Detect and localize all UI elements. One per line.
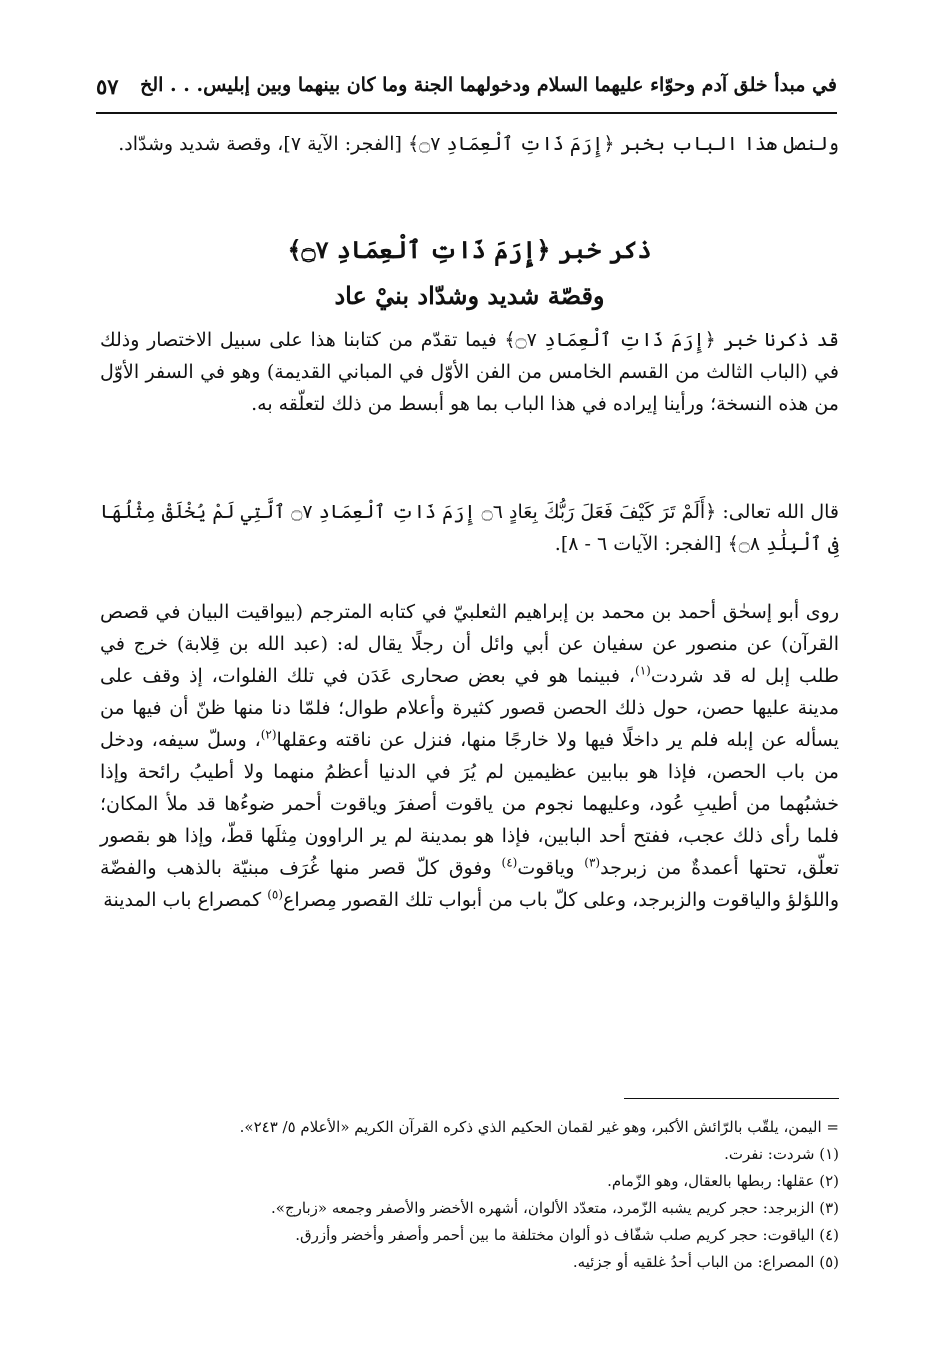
footnote-4: (٤) الياقوت: حجر كريم صلب شفّاف ذو ألوان مختلفة ما بين أحمر وأصفر وأخضر وأزرق. [295,1226,839,1244]
page-number: ٥٧ [96,74,119,99]
quran-quote-paragraph: قال الله تعالى: ﴿أَلَمْ تَرَ كَيْفَ فَعَلَ رَبُّكَ بِعَادٍ ۝٦ إِرَمَ ذَاتِ ٱلْعِمَادِ ۝٧ ٱلَّتِي لَمْ يُخْلَقْ مِثْلُهَا فِى ٱلْبِلَٰدِ ۝٨﴾ [الفجر: الآيات ٦ - ٨]. [100,501,839,555]
intro-paragraph: ولنصل هذا الباب بخبر ﴿إِرَمَ ذَاتِ ٱلْعِمَادِ ۝٧﴾ [الفجر: الآية ٧]، وقصة شديد وشدّاد. [118,133,839,155]
footnote-ref-2: (٢) [260,727,277,742]
footnote-ref-4: (٤) [501,855,518,870]
chapter-title: في مبدأ خلق آدم وحوّاء عليهما السلام ودخولهما الجنة وما كان بينهما وبين إبليس. . . الخ [140,74,837,96]
paragraph-1: قد ذكرنا خبر ﴿إِرَمَ ذَاتِ ٱلْعِمَادِ ۝٧﴾ فيما تقدّم من كتابنا هذا على سبيل الاختصار وذلك في (الباب الثالث من القسم الخامس من الفن الأوّل في المباني القديمة) وهو في السفر الأوّل من هذه النسخة؛ ورأينا إيراده في هذا الباب بما هو أبسط من ذلك لتعلّقه به. [100,329,840,415]
footnote-3: (٣) الزبرجد: حجر كريم يشبه الزّمرد، متعدّد الألوان، أشهره الأخضر والأصفر وجمعه «زبارج». [271,1199,839,1217]
narrative-text: ، فبينما هو في بعض صحارى عَدَن في تلك الفلوات، إذ وقف على مدينة عليها حصن، حول ذلك الحصن قصور كثيرة وأعلام طوال؛ فلمّا دنا منها ظنّ أن فيها من يسأله عن إبله فلم ير داخلًا فيها ولا خارجًا منها، فنزل عن ناقته وعقلها [100,665,840,751]
section-subheading: وقصّة شديد وشدّاد بنيْ عاد [334,281,605,310]
footnote-ref-3: (٣) [584,855,601,870]
footnote-divider [624,1098,839,1099]
footnote-5: (٥) المصراع: من الباب أحدُ غلقيه أو جزئيه. [572,1253,839,1271]
footnote-continuation: = اليمن، يلقّب بالرّائش الأكبر، وهو غير لقمان الحكيم الذي ذكره القرآن الكريم «الأعلام ٥/ ٢٤٣». [239,1118,839,1136]
footnote-2: (٢) عقلها: ربطها بالعقال، وهو الزّمام. [607,1172,839,1190]
narrative-text: روى أبو إسحٰق أحمد بن محمد بن إبراهيم الثعلبيّ في كتابه المترجم (بيواقيت البيان في قصص القرآن) عن منصور عن سفيان عن أبي وائل أن رجلًا يقال له: (عبد الله بن قِلابة) خرج في طلب إبل له قد شردت [100,601,840,687]
footnote-1: (١) شردت: نفرت. [724,1145,839,1163]
footnote-ref-1: (١) [635,663,651,678]
narrative-text: وياقوت [517,857,585,879]
section-heading: ذكر خبر ﴿إِرَمَ ذَاتِ ٱلْعِمَادِ ۝٧﴾ [287,235,652,264]
narrative-text: وفوق كلّ قصر منها غُرَف مبنيّة بالذهب والفضّة واللؤلؤ والياقوت والزبرجد، وعلى كلّ باب من أبواب تلك القصور مِصراع [100,857,839,911]
footnote-ref-5: (٥) [267,887,284,902]
footnotes [100,1114,839,1276]
narrative-paragraph [100,596,839,916]
running-header [96,72,837,114]
narrative-text: كمصراع باب المدينة [103,889,268,911]
narrative-text: ، وسلّ سيفه، ودخل من باب الحصن، فإذا هو ببابين عظيمين لم يُرَ في الدنيا أعظمُ منهما ولا أطيبُ رائحة وإذا خشبُهما من أطيبِ عُود، وعليهما نجوم من ياقوت أصفرَ وياقوت أحمر ضوءُها قد ملأ المكان؛ فلما رأى ذلك عجب، ففتح أحد البابين، فإذا هو بمدينة لم ير الراوون مِثلَها قطّ، وإذا هو بقصور تعلّق، تحتها أعمدةٌ من زبرجد [100,729,840,879]
